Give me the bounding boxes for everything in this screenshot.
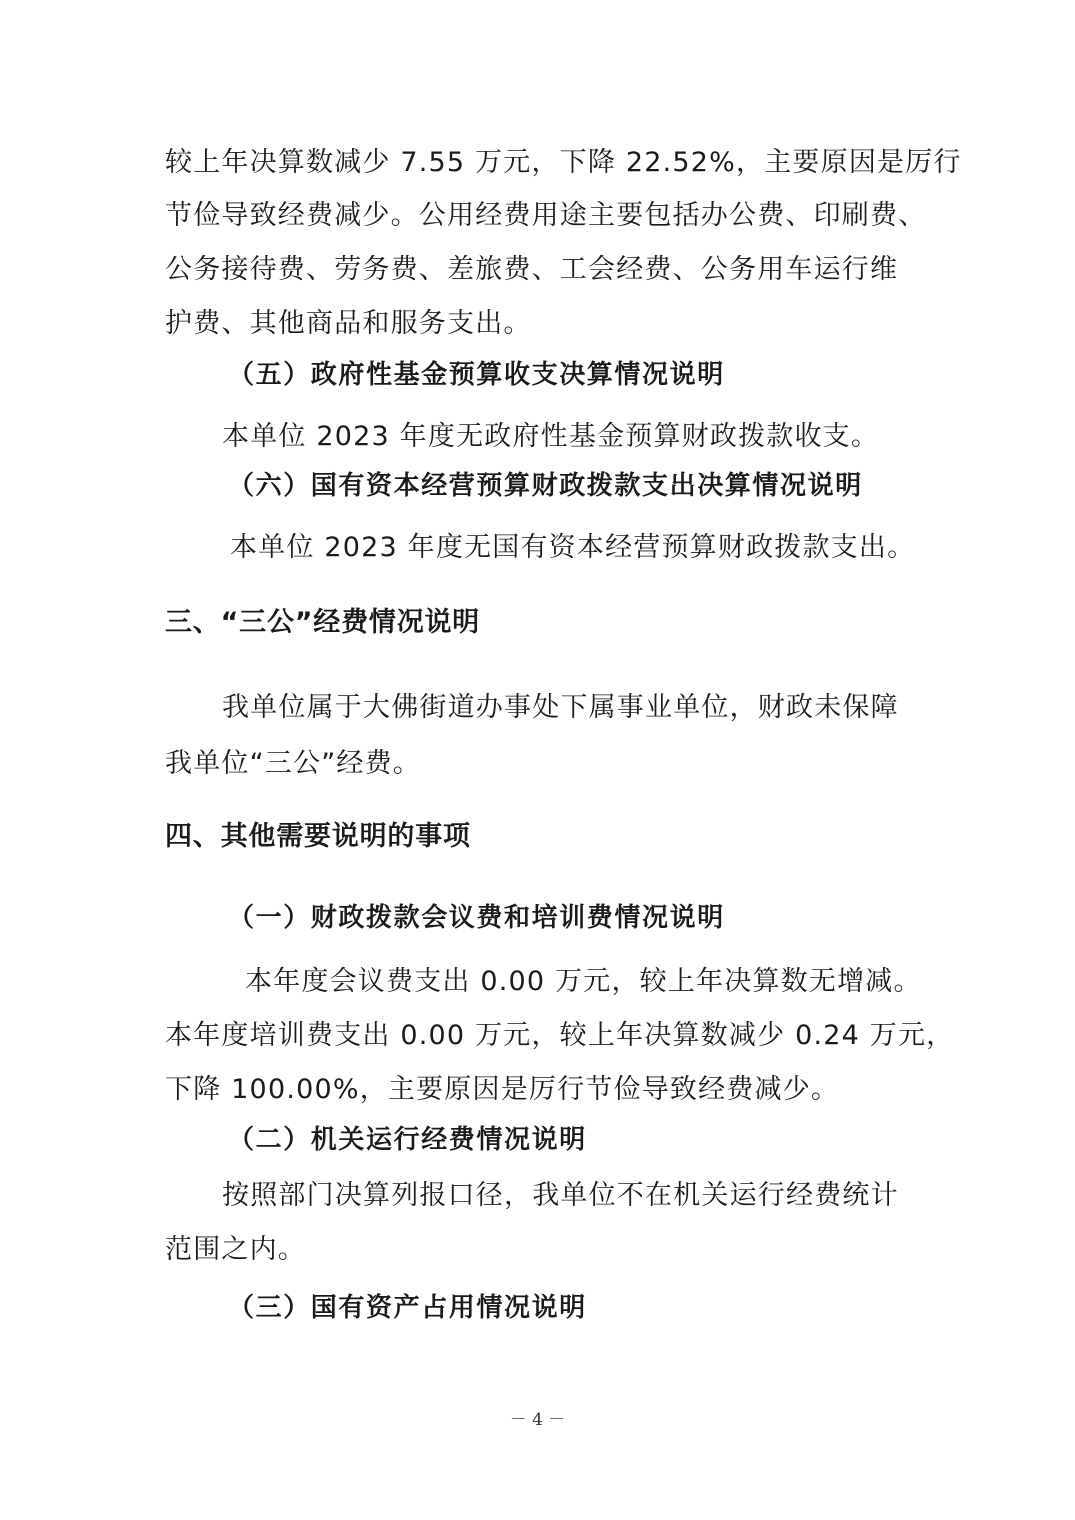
subsection-heading-3: （三）国有资产占用情况说明 <box>228 1293 587 1323</box>
body-text-line: 公务接待费、劳务费、差旅费、工会经费、公务用车运行维 <box>165 254 899 285</box>
body-text-line: 我单位属于大佛街道办事处下属事业单位，财政未保障 <box>222 692 899 723</box>
body-text-line: 节俭导致经费减少。公用经费用途主要包括办公费、印刷费、 <box>165 200 927 231</box>
body-text-line: 按照部门决算列报口径，我单位不在机关运行经费统计 <box>222 1180 899 1211</box>
body-text-line: 范围之内。 <box>165 1234 306 1265</box>
body-text-line: 较上年决算数减少 7.55 万元，下降 22.52%，主要原因是厉行 <box>165 147 962 178</box>
subsection-heading-2: （二）机关运行经费情况说明 <box>228 1125 587 1155</box>
body-text-line: 护费、其他商品和服务支出。 <box>165 308 532 339</box>
body-text-line: 本年度会议费支出 0.00 万元，较上年决算数无增减。 <box>245 966 922 997</box>
body-text-line: 本单位 2023 年度无政府性基金预算财政拨款收支。 <box>222 421 880 452</box>
body-text-line: 我单位“三公”经费。 <box>165 748 421 779</box>
body-text-line: 本年度培训费支出 0.00 万元，较上年决算数减少 0.24 万元， <box>165 1020 955 1051</box>
body-text-line: 下降 100.00%，主要原因是厉行节俭导致经费减少。 <box>165 1074 840 1105</box>
body-text-line: 本单位 2023 年度无国有资本经营预算财政拨款支出。 <box>230 532 916 563</box>
subsection-heading-5: （五）政府性基金预算收支决算情况说明 <box>228 360 725 390</box>
page-number: － 4 － <box>509 1410 566 1430</box>
subsection-heading-1: （一）财政拨款会议费和培训费情况说明 <box>228 903 725 933</box>
section-heading-3: 三、“三公”经费情况说明 <box>165 607 481 638</box>
subsection-heading-6: （六）国有资本经营预算财政拨款支出决算情况说明 <box>228 471 863 501</box>
section-heading-4: 四、其他需要说明的事项 <box>165 821 471 852</box>
